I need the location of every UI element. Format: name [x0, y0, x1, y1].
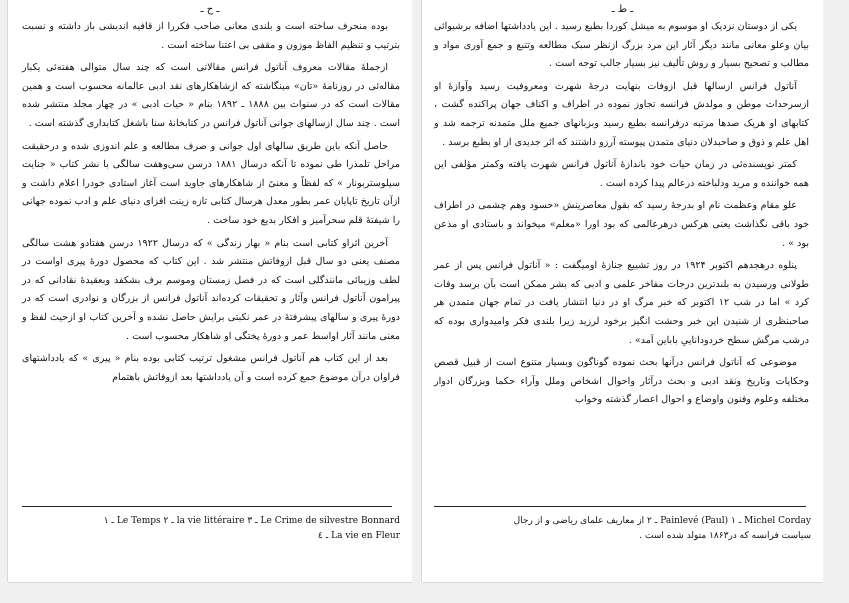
paragraph: کمتر نویسنده‌ئی در زمان حیات خود باندازهٔ آناتول فرانس شهرت یافته وکمتر مؤلفی این همه خواننده و مرید ودلباخته درعالم پیدا کرده است . [434, 159, 809, 189]
right-page-body [434, 18, 809, 414]
paragraph: آناتول فرانس ازسالها قبل ازوفات بنهایت درجهٔ شهرت ومعروفیت رسید وآوازهٔ او ازسرحدات موطن و مولدش فرانسه تجاوز نموده در اطراف و اکناف جهان پراکنده گشت ، کتابهای او هریک صدها مرتبه درفرانسه بطبع رسید وبزبانهای جمیع ملل متمدنه ترجمه شد و اهل علم و ذوق و صاحبدلان دنیای متمدن پیوسته آرزو داشتند که اثر جدیدی از او بطبع برسد . [434, 80, 809, 148]
page-number: ـ ح ـ [200, 4, 220, 15]
paragraph: علو مقام وعظمت نام او بدرجهٔ رسید که بقول معاصرینش «حسود وهم چشمی در اطراف خود باقی نگذاشت یعنی هرکس درهرعالمی که بود اورا «معلم» میخواند و باستادی او مذعن بود » . [434, 200, 809, 249]
footnote-line: سیاست فرانسه که در۱۸۶۳ متولد شده است . [639, 531, 811, 541]
paragraph: حاصل آنکه باین طریق سالهای اول جوانی و صرف مطالعه و علم اندوزی شده و درحقیقت مراحل تلمذرا طی نموده تا آنکه درسال ۱۸۸۱ درسن سی‌وهفت سالگی با نشر کتاب « جنایت سیلوستربونار » که لفظاً و معنیً از شاهکارهای جاوید است آغاز استادی خودرا اعلام داشت و ازآن تاریخ تاپایان عمر بطور معدل هرسال کتابی تازه زینت افزای دنیای علم و ادب نموده جهانی را شیفتهٔ قلم سحرآمیز و افکار بدیع خود ساخت . [22, 140, 400, 226]
paragraph: آخرین اثراو کتابی است بنام « بهار زندگی » که درسال ۱۹۲۲ درسن هفتادو هشت سالگی مصنف یعنی دو سال قبل ازوفاتش منتشر شد . این کتاب که محصول دورهٔ پیری اواست در لطف وزیبائی مانندگلی است که در فصل زمستان وموسم برف بشکفد وبعقیدهٔ نقادانی که در پیرامون آناتول فرانس وآثار و تحقیقات کرده‌اند آناتول فرانس از بزرگان و نوادری است که در دورهٔ پیری و سالهای پیشرفتهٔ در عمر نکبتی برایش حاصل نشده و آخرین کتاب او ازحیث لفظ و معنی مانند آثار اواسط عمر و دورهٔ پختگی او شاهکار محسوب است . [22, 237, 400, 342]
left-page [8, 0, 412, 582]
paragraph: ازجملهٔ مقالات معروف آناتول فرانس مقالاتی است که چند سال متوالی هفته‌ئی یکبار مقاله‌ئی در روزنامهٔ «تان» مینگاشته که ازشاهکارهای نقد ادبی عالمانه محسوب است و همین مقالات است که در سنوات بین ۱۸۸۸ ـ ۱۸۹۲ بنام « حیات ادبی » در چهار مجلد منتشر شده است . چند سال ازسالهای جوانی آناتول فرانس در کتابخانهٔ سنا باشغل کتابداری گذشته است . [22, 62, 400, 129]
footnote-divider [22, 506, 392, 507]
footnote-line: Le Crime de silvestre Bonnard ـ ٣ la vie littéraire ـ ٢ Le Temps ـ ١ [103, 516, 400, 526]
left-page-body [22, 18, 400, 391]
footnotes [16, 514, 400, 544]
footnote-line: Michel Corday ـ ١ Painlevé (Paul) ـ ٢ از معاریف علمای ریاضی و از رجال [513, 516, 811, 526]
paragraph: بوده منحرف ساخته است و بلندی معانی صاحب فکررا از قافیه اندیشی باز داشته و نسبت بترتیب و تنظیم الفاظ موزون و مقفی بی اعتنا ساخته است . [22, 21, 400, 51]
paragraph: بعد از این کتاب هم آناتول فرانس مشغول ترتیب کتابی بوده بنام « پیری » که یادداشتهای فراوان درآن موضوع جمع کرده است و آن یادداشتها بعد ازوفاتش باهتمام [22, 353, 400, 383]
footnote-line: La vie en Fleur ـ ٤ [317, 531, 400, 541]
paragraph: یکی از دوستان نزدیک او موسوم به میشل کوردا بطبع رسید . این یادداشتها اضافه برشیوائی بیان وعلو معانی مانند دیگر آثار این مرد بزرگ ازنظر سبک مطالعه وتتبع و جمع آوری مواد و مطالب و تصحیح بسیار و روش تألیف نیز بسیار جالب توجه است . [434, 21, 809, 70]
footnote-divider [434, 506, 806, 507]
paragraph: موضوعی که آناتول فرانس درآنها بحث نموده گوناگون وبسیار متنوع است از قبیل قصص وحکایات وتاریخ ونقد ادبی و بحث درآثار واحوال اشخاص وملل وآراء حکما وبزرگان ادوار مختلفه وعلوم وفنون واوضاع و احوال اعصار گذشته وخواب [434, 357, 809, 406]
right-page [422, 0, 823, 582]
paragraph: پنلوه درهجدهم اکتوبر ۱۹۲۴ در روز تشییع جنازهٔ اومیگفت : « آناتول فرانس پس از عمر طولانی ورسیدن به بلندترین درجات مفاخر علمی و ادبی که بشر ممکن است بآن برسد وفات کرد » اما در شب ۱۲ اکتوبر که خبر مرگ او در دنیا انتشار یافت در تمام جهان متمدن هر صاحبنظری از شنیدن این خبر وحشت انگیز برخود لرزید زیرا بلندی فکر وامیدواری بوده که درشب مرگش سطح خردوداناییِ باباین آمد» . [434, 260, 810, 346]
page-gutter [412, 0, 422, 582]
viewer-margin [823, 0, 849, 603]
footnotes [430, 514, 811, 544]
page-number: ـ ط ـ [611, 4, 634, 15]
